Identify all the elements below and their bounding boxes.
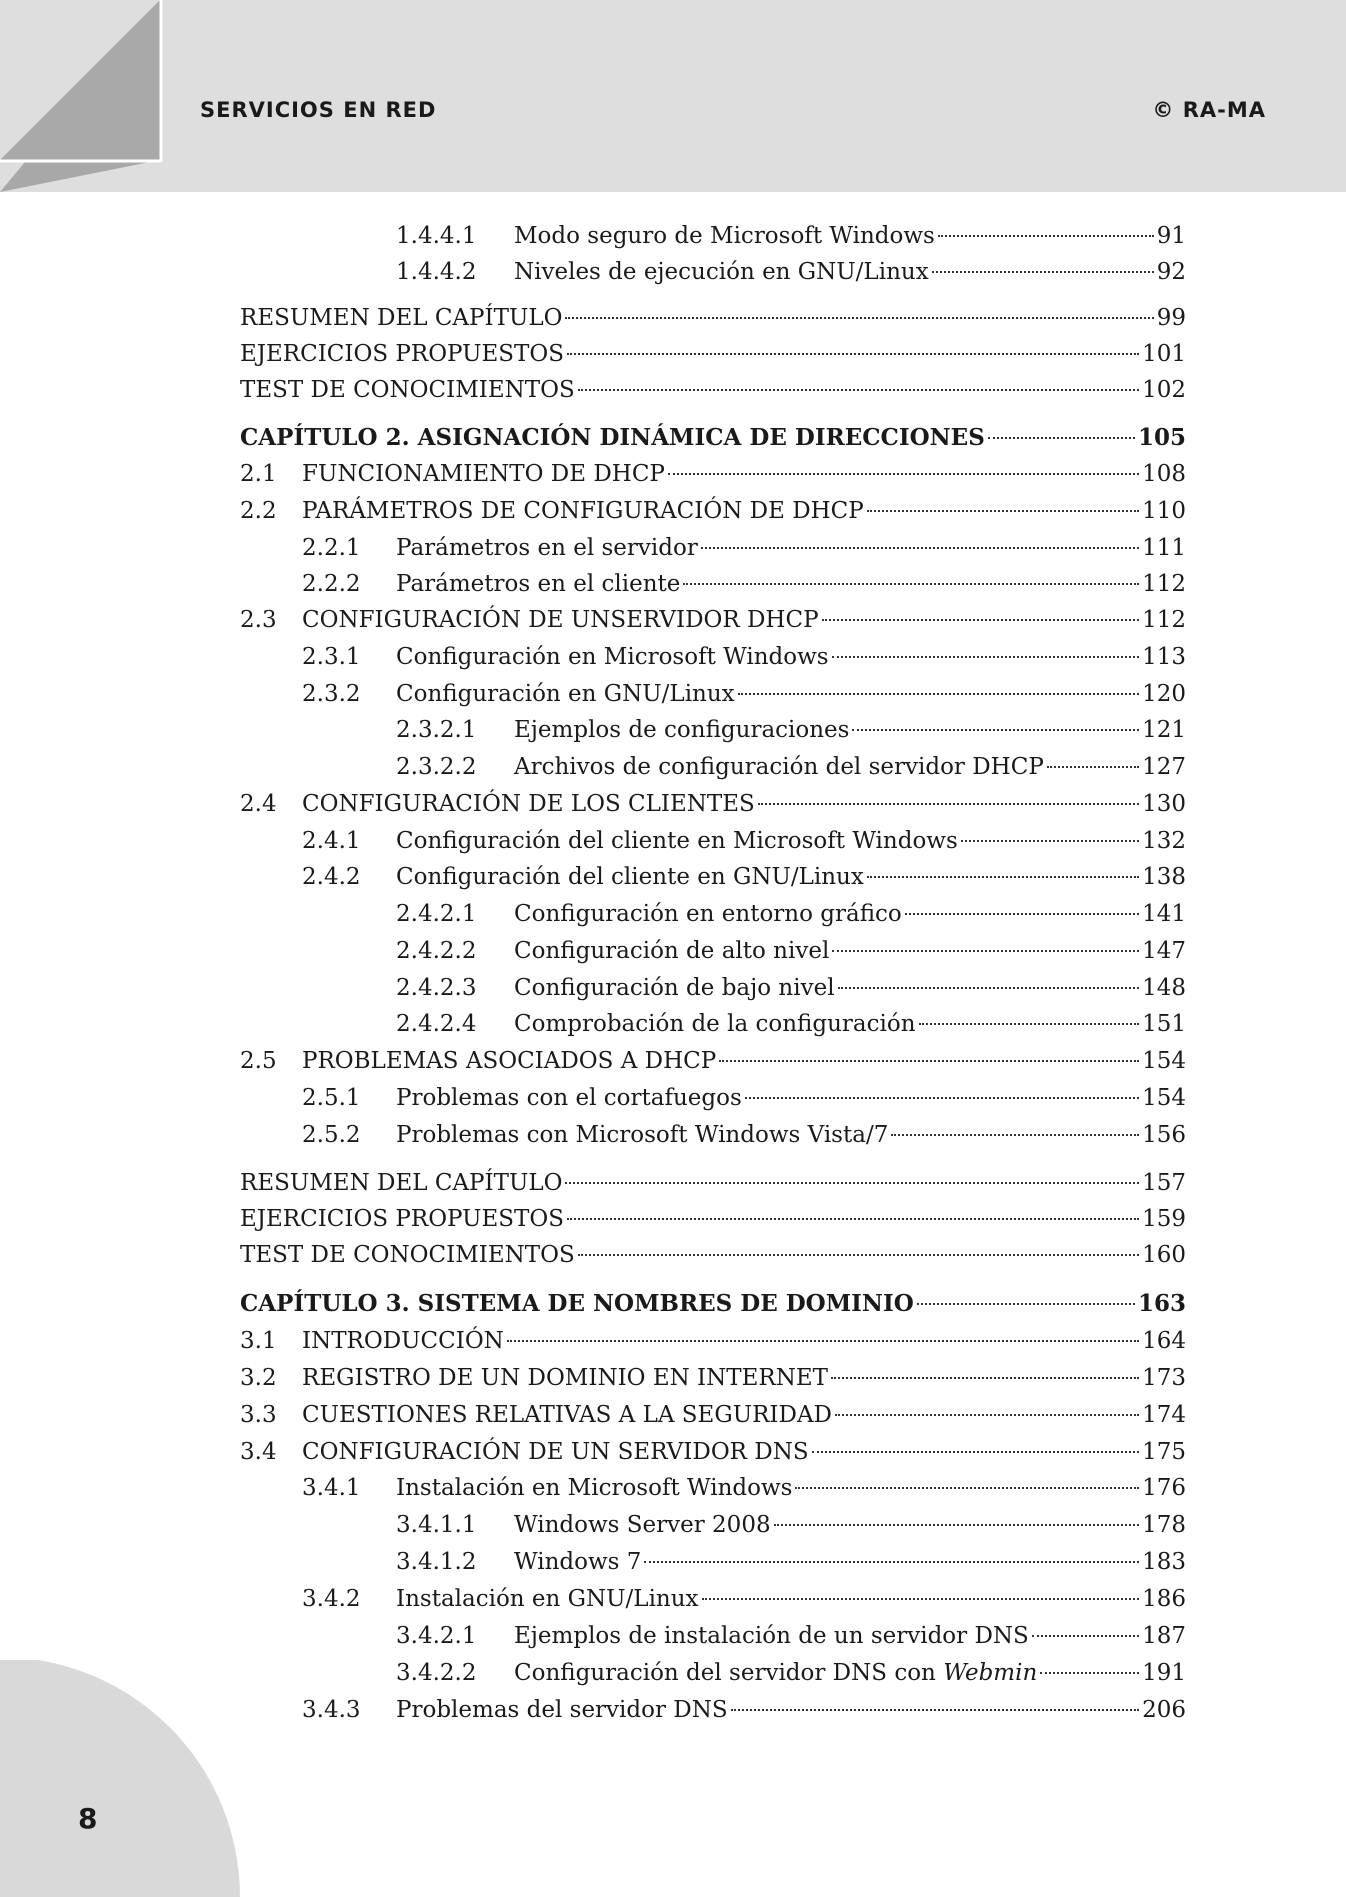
- toc-entry[interactable]: [0, 337, 1346, 371]
- toc-entry-page: 130: [1142, 791, 1186, 817]
- toc-dot-leader: [822, 619, 1140, 621]
- toc-dot-leader: [988, 437, 1135, 439]
- toc-entry-title: [396, 677, 735, 711]
- toc-entry-title-text: CUESTIONES RELATIVAS A LA SEGURIDAD: [302, 1402, 832, 1428]
- toc-dot-leader: [867, 876, 1139, 878]
- toc-entry-number: 2.5.2: [302, 1122, 361, 1148]
- toc-entry-title: [514, 1007, 916, 1041]
- toc-entry-page: 175: [1142, 1439, 1186, 1465]
- toc-entry-title-text: Problemas con el cortafuegos: [396, 1085, 742, 1111]
- toc-entry[interactable]: [0, 255, 1346, 289]
- toc-entry-title: [514, 750, 1044, 784]
- toc-entry-title: [302, 603, 819, 637]
- toc-entry-page: 120: [1142, 681, 1186, 707]
- toc-entry[interactable]: [0, 219, 1346, 253]
- toc-dot-leader: [852, 729, 1139, 731]
- toc-dot-leader: [938, 235, 1154, 237]
- toc-entry-title-text: Windows 7: [514, 1549, 642, 1575]
- toc-dot-leader: [891, 1134, 1139, 1136]
- toc-entry-title-text: CONFIGURACIÓN DE UN SERVIDOR DNS: [302, 1439, 809, 1465]
- toc-entry[interactable]: [0, 1508, 1346, 1542]
- toc-entry-number: 3.3: [240, 1402, 277, 1428]
- toc-entry-title-text: Parámetros en el servidor: [396, 535, 698, 561]
- toc-entry[interactable]: [0, 421, 1346, 455]
- toc-entry[interactable]: [0, 1007, 1346, 1041]
- toc-entry-title-text: INTRODUCCIÓN: [302, 1328, 504, 1354]
- toc-entry-title: [302, 787, 755, 821]
- toc-entry-page: 176: [1142, 1475, 1186, 1501]
- toc-entry-page: 148: [1142, 975, 1186, 1001]
- toc-entry-title: [396, 1471, 792, 1505]
- toc-entry-page: 132: [1142, 828, 1186, 854]
- toc-entry-page: 174: [1142, 1402, 1186, 1428]
- toc-entry-title: [240, 1166, 562, 1200]
- toc-entry-number: 2.4.2.2: [396, 938, 477, 964]
- toc-entry[interactable]: [0, 713, 1346, 747]
- toc-dot-leader: [812, 1451, 1139, 1453]
- toc-dot-leader: [702, 1598, 1140, 1600]
- toc-entry-title: [396, 640, 829, 674]
- toc-entry[interactable]: [0, 1287, 1346, 1321]
- toc-entry-title: [396, 1118, 888, 1152]
- toc-entry-page: 173: [1142, 1365, 1186, 1391]
- toc-entry-number: 3.4.3: [302, 1697, 361, 1723]
- toc-entry-number: 2.4.2.3: [396, 975, 477, 1001]
- toc-entry-page: 121: [1142, 717, 1186, 743]
- toc-entry[interactable]: [0, 567, 1346, 601]
- toc-entry[interactable]: [0, 1435, 1346, 1469]
- toc-dot-leader: [1032, 1635, 1139, 1637]
- toc-entry-page: 160: [1142, 1242, 1186, 1268]
- toc-entry[interactable]: [0, 934, 1346, 968]
- toc-entry-title-text: CAPÍTULO 3. SISTEMA DE NOMBRES DE DOMINIO: [240, 1290, 914, 1317]
- toc-entry-number: 2.2.2: [302, 571, 361, 597]
- toc-dot-leader: [1047, 766, 1139, 768]
- toc-dot-leader: [507, 1340, 1139, 1342]
- toc-entry-title: [514, 1545, 641, 1579]
- toc-entry[interactable]: [0, 824, 1346, 858]
- toc-entry[interactable]: [0, 1202, 1346, 1236]
- toc-dot-leader: [567, 1218, 1139, 1220]
- toc-dot-leader: [919, 1023, 1140, 1025]
- toc-entry-title: [514, 713, 849, 747]
- toc-entry-title-text: Configuración del cliente en Microsoft Windows: [396, 828, 958, 854]
- toc-dot-leader: [701, 547, 1139, 549]
- toc-entry[interactable]: [0, 1238, 1346, 1272]
- toc-entry[interactable]: [0, 1398, 1346, 1432]
- toc-entry-title: [240, 1202, 564, 1236]
- toc-entry[interactable]: [0, 787, 1346, 821]
- toc-entry-number: 2.1: [240, 461, 277, 487]
- toc-entry-title-text: EJERCICIOS PROPUESTOS: [240, 1206, 565, 1232]
- toc-dot-leader: [867, 510, 1139, 512]
- toc-entry-title-text: TEST DE CONOCIMIENTOS: [240, 1242, 575, 1268]
- toc-entry-number: 2.3.1: [302, 644, 361, 670]
- toc-dot-leader: [832, 950, 1139, 952]
- toc-entry-title: [514, 971, 835, 1005]
- toc-entry-title: [302, 1398, 832, 1432]
- toc-entry-number: 2.2: [240, 498, 277, 524]
- toc-entry-title-text: Instalación en Microsoft Windows: [396, 1475, 793, 1501]
- toc-entry-title: [396, 531, 698, 565]
- toc-dot-leader: [565, 1182, 1139, 1184]
- toc-entry-page: 154: [1142, 1048, 1186, 1074]
- toc-entry-page: 99: [1156, 305, 1186, 331]
- toc-entry-title-text: CAPÍTULO 2. ASIGNACIÓN DINÁMICA DE DIRECCIONES: [240, 424, 985, 451]
- toc-entry-title: [396, 860, 864, 894]
- toc-entry-title-text: Instalación en GNU/Linux: [396, 1586, 699, 1612]
- toc-entry-title-text: Parámetros en el cliente: [396, 571, 681, 597]
- toc-dot-leader: [795, 1487, 1139, 1489]
- toc-dot-leader: [832, 656, 1139, 658]
- toc-entry-title: [240, 337, 564, 371]
- toc-entry-title: [514, 897, 902, 931]
- toc-entry[interactable]: [0, 897, 1346, 931]
- toc-entry-number: 1.4.4.2: [396, 259, 477, 285]
- toc-entry-number: 2.4.2.1: [396, 901, 477, 927]
- toc-entry[interactable]: [0, 1324, 1346, 1358]
- toc-entry-number: 2.2.1: [302, 535, 361, 561]
- toc-entry-title: [302, 1324, 504, 1358]
- toc-entry-page: 108: [1142, 461, 1186, 487]
- toc-entry-page: 157: [1142, 1170, 1186, 1196]
- toc-entry-number: 3.4.2.1: [396, 1623, 477, 1649]
- toc-entry[interactable]: [0, 1044, 1346, 1078]
- toc-entry-number: 3.4.1.1: [396, 1512, 477, 1538]
- toc-entry-title-text: Modo seguro de Microsoft Windows: [514, 223, 935, 249]
- toc-entry-page: 101: [1142, 341, 1186, 367]
- toc-entry-title: [240, 301, 562, 335]
- toc-entry-title-text: RESUMEN DEL CAPÍTULO: [240, 305, 563, 331]
- toc-entry-number: 3.1: [240, 1328, 277, 1354]
- toc-entry-title: [514, 1619, 1029, 1653]
- toc-entry[interactable]: [0, 531, 1346, 565]
- toc-dot-leader: [719, 1060, 1139, 1062]
- running-header-title: SERVICIOS EN RED: [200, 98, 437, 122]
- toc-dot-leader: [683, 583, 1139, 585]
- toc-entry[interactable]: [0, 677, 1346, 711]
- toc-entry-title: [240, 1287, 914, 1321]
- toc-dot-leader: [565, 317, 1153, 319]
- toc-dot-leader: [644, 1561, 1139, 1563]
- toc-entry[interactable]: [0, 1081, 1346, 1115]
- toc-entry-title-text: Problemas del servidor DNS: [396, 1697, 728, 1723]
- toc-entry-title-text: Windows Server 2008: [514, 1512, 771, 1538]
- toc-entry-title: [514, 1508, 771, 1542]
- toc-dot-leader: [831, 1377, 1139, 1379]
- toc-dot-leader: [1040, 1672, 1139, 1674]
- toc-entry-number: 2.3: [240, 607, 277, 633]
- toc-entry-number: 3.4.2.2: [396, 1660, 477, 1686]
- toc-entry-number: 2.3.2.1: [396, 717, 477, 743]
- toc-entry-page: 156: [1142, 1122, 1186, 1148]
- toc-entry-title-text: Problemas con Microsoft Windows Vista/7: [396, 1122, 889, 1148]
- toc-entry-page: 178: [1142, 1512, 1186, 1538]
- toc-entry-title-text: EJERCICIOS PROPUESTOS: [240, 341, 565, 367]
- toc-entry-page: 147: [1142, 938, 1186, 964]
- toc-entry-page: 112: [1142, 571, 1186, 597]
- toc-entry-page: 191: [1142, 1660, 1186, 1686]
- toc-entry-page: 183: [1142, 1549, 1186, 1575]
- toc-entry[interactable]: [0, 971, 1346, 1005]
- toc-entry-title-text: Ejemplos de instalación de un servidor DNS: [514, 1623, 1029, 1649]
- toc-entry-title: [302, 1435, 809, 1469]
- toc-dot-leader: [745, 1097, 1139, 1099]
- toc-entry-title-text: Configuración en Microsoft Windows: [396, 644, 829, 670]
- toc-entry-title: [514, 255, 929, 289]
- toc-entry-title-text: PARÁMETROS DE CONFIGURACIÓN DE DHCP: [302, 498, 864, 524]
- toc-entry-page: 102: [1142, 377, 1186, 403]
- toc-entry-page: 186: [1142, 1586, 1186, 1612]
- toc-entry-title-text: CONFIGURACIÓN DE UNSERVIDOR DHCP: [302, 607, 819, 633]
- toc-entry-page: 206: [1142, 1697, 1186, 1723]
- toc-entry-title-text: RESUMEN DEL CAPÍTULO: [240, 1170, 563, 1196]
- toc-entry-number: 1.4.4.1: [396, 223, 477, 249]
- page-number-circle-decoration: [0, 1660, 240, 1897]
- toc-entry-title: [302, 1044, 716, 1078]
- toc-entry-title: [396, 824, 958, 858]
- toc-entry-title-text: CONFIGURACIÓN DE LOS CLIENTES: [302, 791, 755, 817]
- toc-entry-number: 2.5: [240, 1048, 277, 1074]
- toc-entry-title-text: TEST DE CONOCIMIENTOS: [240, 377, 575, 403]
- toc-entry-title: [240, 421, 985, 455]
- toc-entry[interactable]: [0, 1545, 1346, 1579]
- toc-dot-leader: [961, 840, 1139, 842]
- toc-entry-title: [396, 567, 680, 601]
- toc-entry-title: [514, 219, 935, 253]
- toc-entry-title: [514, 934, 829, 968]
- toc-dot-leader: [758, 803, 1139, 805]
- toc-entry-title: [514, 1656, 1037, 1690]
- toc-entry-number: 2.3.2: [302, 681, 361, 707]
- toc-entry-title: [240, 1238, 575, 1272]
- toc-entry-title-text: Configuración de alto nivel: [514, 938, 830, 964]
- toc-entry-title-text: Comprobación de la configuración: [514, 1011, 916, 1037]
- toc-entry-title: [302, 494, 864, 528]
- page-number: 8: [78, 1802, 98, 1835]
- toc-entry[interactable]: [0, 301, 1346, 335]
- toc-entry-title-text: Configuración del servidor DNS con: [514, 1660, 944, 1686]
- toc-entry-page: 187: [1142, 1623, 1186, 1649]
- toc-entry-title: [396, 1081, 742, 1115]
- toc-dot-leader: [774, 1524, 1140, 1526]
- toc-dot-leader: [905, 913, 1139, 915]
- toc-entry-page: 110: [1142, 498, 1186, 524]
- toc-entry[interactable]: [0, 603, 1346, 637]
- toc-entry[interactable]: [0, 860, 1346, 894]
- toc-entry-number: 2.4.2.4: [396, 1011, 477, 1037]
- toc-dot-leader: [578, 389, 1139, 391]
- toc-entry-page: 127: [1142, 754, 1186, 780]
- toc-dot-leader: [567, 353, 1139, 355]
- toc-dot-leader: [668, 473, 1139, 475]
- toc-entry-title-text: FUNCIONAMIENTO DE DHCP: [302, 461, 665, 487]
- toc-entry-title: [396, 1693, 728, 1727]
- toc-entry-page: 154: [1142, 1085, 1186, 1111]
- running-header-publisher: © RA-MA: [1152, 98, 1266, 122]
- toc-entry-number: 3.4.2: [302, 1586, 361, 1612]
- toc-entry-page: 91: [1156, 223, 1186, 249]
- toc-dot-leader: [835, 1414, 1139, 1416]
- toc-entry-title-text: Archivos de configuración del servidor DHCP: [514, 754, 1044, 780]
- toc-entry[interactable]: [0, 1166, 1346, 1200]
- toc-entry[interactable]: [0, 373, 1346, 407]
- toc-entry[interactable]: [0, 640, 1346, 674]
- toc-entry-title-text: Ejemplos de configuraciones: [514, 717, 850, 743]
- toc-entry-number: 3.2: [240, 1365, 277, 1391]
- toc-entry-number: 2.4: [240, 791, 277, 817]
- toc-entry-page: 105: [1137, 424, 1186, 451]
- toc-entry-page: 164: [1142, 1328, 1186, 1354]
- toc-entry-title: [302, 457, 665, 491]
- toc-entry-number: 2.5.1: [302, 1085, 361, 1111]
- toc-entry-title-text: REGISTRO DE UN DOMINIO EN INTERNET: [302, 1365, 828, 1391]
- toc-entry-title-text: Configuración del cliente en GNU/Linux: [396, 864, 864, 890]
- toc-entry[interactable]: [0, 1619, 1346, 1653]
- toc-dot-leader: [731, 1709, 1139, 1711]
- toc-entry-number: 2.4.2: [302, 864, 361, 890]
- toc-dot-leader: [917, 1303, 1135, 1305]
- toc-entry[interactable]: [0, 457, 1346, 491]
- toc-dot-leader: [738, 693, 1139, 695]
- toc-entry-page: 112: [1142, 607, 1186, 633]
- toc-entry-number: 3.4: [240, 1439, 277, 1465]
- toc-entry-page: 141: [1142, 901, 1186, 927]
- toc-entry[interactable]: [0, 1471, 1346, 1505]
- toc-entry-title-text: Configuración en GNU/Linux: [396, 681, 735, 707]
- toc-entry-page: 92: [1156, 259, 1186, 285]
- toc-entry[interactable]: [0, 1361, 1346, 1395]
- toc-entry-page: 111: [1142, 535, 1186, 561]
- toc-entry-title-text: PROBLEMAS ASOCIADOS A DHCP: [302, 1048, 717, 1074]
- toc-entry-title-text: Niveles de ejecución en GNU/Linux: [514, 259, 929, 285]
- toc-entry-title: [396, 1582, 699, 1616]
- toc-dot-leader: [932, 271, 1154, 273]
- toc-entry-page: 159: [1142, 1206, 1186, 1232]
- toc-entry-title-text: Configuración de bajo nivel: [514, 975, 835, 1001]
- toc-entry[interactable]: [0, 1582, 1346, 1616]
- toc-entry-number: 3.4.1.2: [396, 1549, 477, 1575]
- toc-entry[interactable]: [0, 1118, 1346, 1152]
- toc-entry-number: 3.4.1: [302, 1475, 361, 1501]
- toc-entry-title: [240, 373, 575, 407]
- toc-dot-leader: [838, 987, 1140, 989]
- toc-entry-title: [302, 1361, 828, 1395]
- toc-entry-page: 113: [1142, 644, 1186, 670]
- toc-entry-page: 151: [1142, 1011, 1186, 1037]
- toc-entry-title-text: Configuración en entorno gráfico: [514, 901, 902, 927]
- toc-entry-page: 163: [1137, 1290, 1186, 1317]
- toc-dot-leader: [578, 1254, 1139, 1256]
- toc-entry-number: 2.3.2.2: [396, 754, 477, 780]
- toc-entry-number: 2.4.1: [302, 828, 361, 854]
- toc-entry-title-italic: Webmin: [943, 1660, 1038, 1686]
- toc-entry[interactable]: [0, 494, 1346, 528]
- toc-entry-page: 138: [1142, 864, 1186, 890]
- toc-entry[interactable]: [0, 750, 1346, 784]
